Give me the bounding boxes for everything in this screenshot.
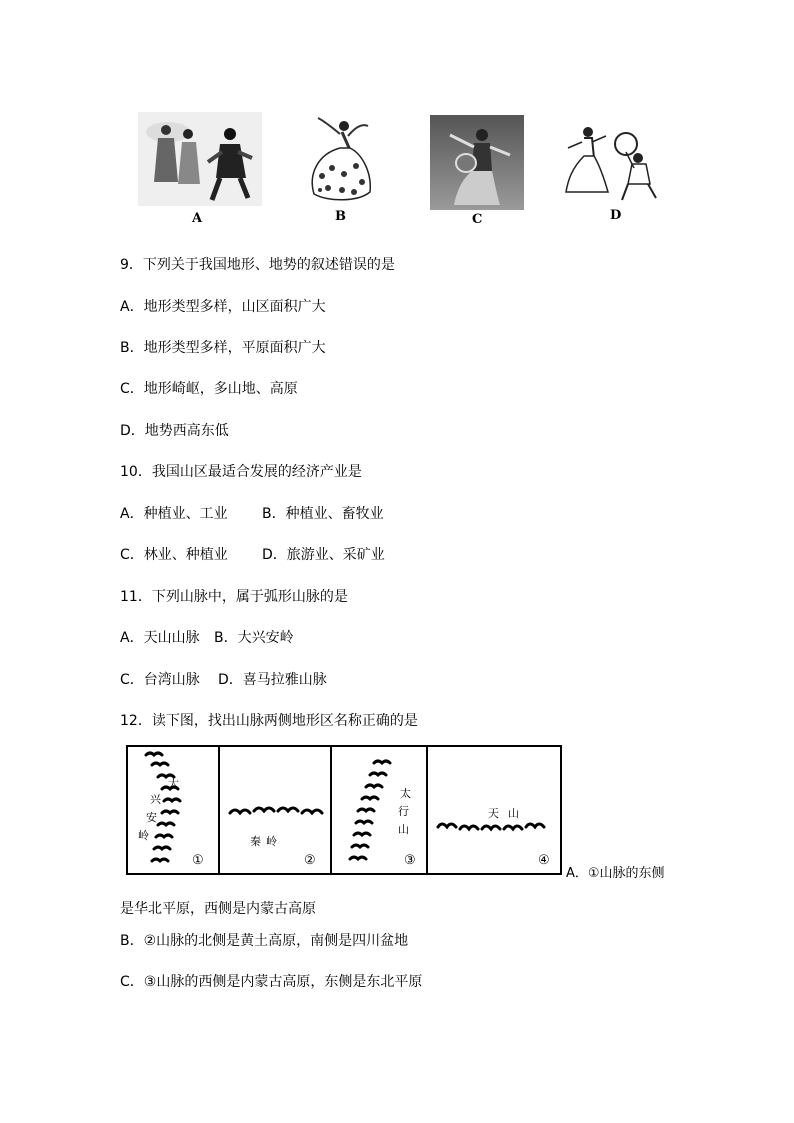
map-number-3: ③ (404, 853, 416, 868)
question-9-option-b: B．地形类型多样，平原面积广大 (120, 340, 326, 356)
map-label-2b: 岭 (266, 835, 277, 848)
question-11-option-a: A．天山山脉 (120, 630, 200, 646)
map-label-4b: 山 (508, 807, 519, 820)
dance-figure-b (298, 114, 380, 204)
question-10-option-a: A．种植业、工业 (120, 506, 228, 522)
caption-c: C (472, 212, 483, 227)
dance-illustration-c (430, 115, 524, 210)
question-12-stem: 12．读下图，找出山脉两侧地形区名称正确的是 (120, 713, 418, 729)
question-12-option-a: A．①山脉的东侧 (566, 866, 665, 881)
mountain-symbol-1 (128, 747, 218, 873)
map-label-1d: 岭 (138, 829, 149, 842)
question-11-option-b: B．大兴安岭 (214, 630, 294, 646)
question-9-stem: 9．下列关于我国地形、地势的叙述错误的是 (120, 257, 395, 273)
question-9-option-a: A．地形类型多样，山区面积广大 (120, 299, 326, 315)
question-12-option-a-cont: 是华北平原，西侧是内蒙古高原 (120, 901, 316, 917)
map-number-4: ④ (538, 853, 550, 868)
map-label-3a: 太 (400, 787, 411, 800)
map-label-1c: 安 (146, 811, 157, 824)
question-10-option-b: B．种植业、畜牧业 (262, 506, 384, 522)
dance-illustration-a (138, 112, 262, 206)
dance-illustration-b (298, 114, 380, 204)
map-label-1b: 兴 (150, 793, 161, 806)
map-panel-2 (220, 747, 332, 873)
map-panel-4 (428, 747, 560, 873)
map-number-1: ① (192, 853, 204, 868)
question-10-stem: 10．我国山区最适合发展的经济产业是 (120, 464, 362, 480)
map-label-1a: 大 (168, 777, 179, 790)
dance-illustration-d (560, 118, 662, 204)
map-panel-1 (128, 747, 220, 873)
map-label-3c: 山 (398, 823, 409, 836)
dance-figure-a (138, 112, 262, 206)
map-label-4a: 天 (488, 807, 499, 820)
map-panel-3 (332, 747, 428, 873)
dance-figure-d (560, 118, 662, 204)
caption-b: B (335, 209, 346, 224)
mountain-range-map (126, 745, 562, 875)
question-9-option-c: C．地形崎岖，多山地、高原 (120, 381, 298, 397)
map-number-2: ② (304, 853, 316, 868)
caption-d: D (610, 208, 622, 223)
question-11-option-d: D．喜马拉雅山脉 (218, 672, 327, 688)
question-9-option-d: D．地势西高东低 (120, 423, 229, 439)
question-12-option-c: C．③山脉的西侧是内蒙古高原，东侧是东北平原 (120, 974, 423, 990)
question-10-option-d: D．旅游业、采矿业 (262, 547, 385, 563)
caption-a: A (192, 211, 203, 226)
map-label-3b: 行 (398, 805, 409, 818)
question-12-option-b: B．②山脉的北侧是黄土高原，南侧是四川盆地 (120, 933, 409, 949)
question-11-stem: 11．下列山脉中，属于弧形山脉的是 (120, 589, 348, 605)
question-10-option-c: C．林业、种植业 (120, 547, 228, 563)
map-label-2a: 秦 (250, 835, 261, 848)
dance-figure-c (430, 115, 524, 210)
question-11-option-c: C．台湾山脉 (120, 672, 200, 688)
